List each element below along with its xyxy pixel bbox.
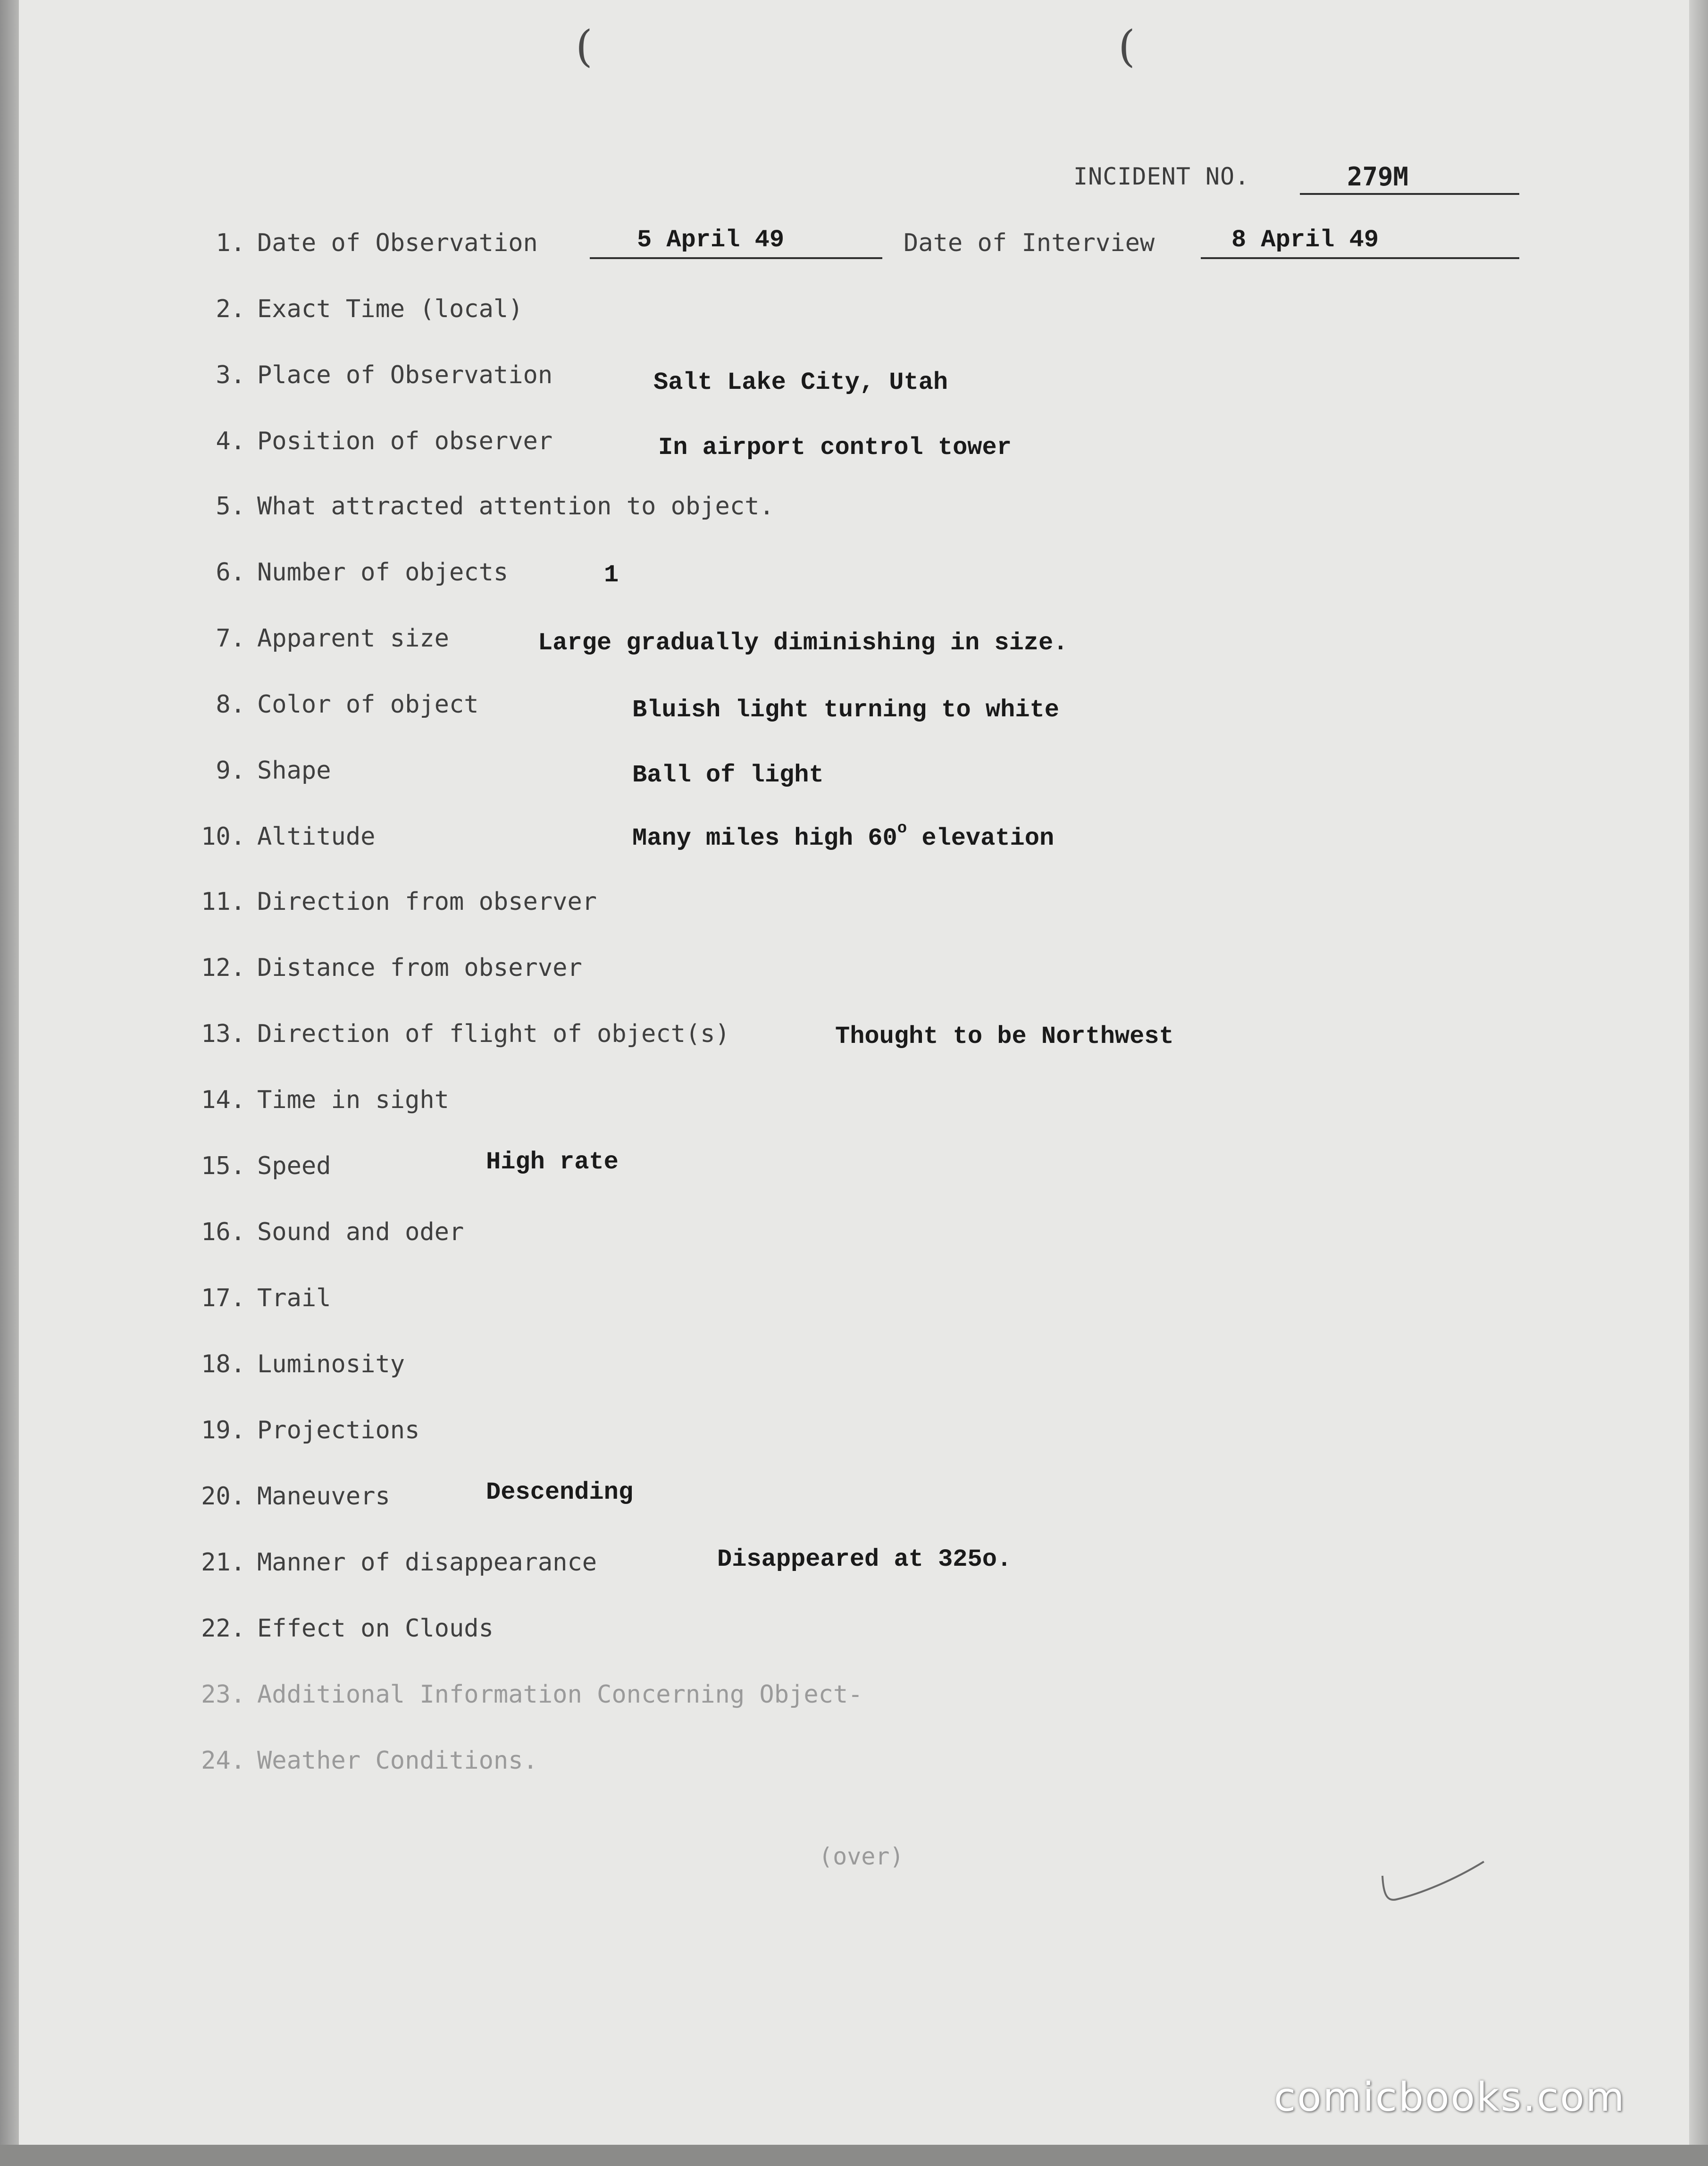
item-number: 15. xyxy=(201,1152,245,1180)
punch-mark-right: ( xyxy=(1118,21,1135,72)
incident-label: INCIDENT NO. xyxy=(1073,163,1250,190)
item-number: 5. xyxy=(216,492,245,521)
item-label: What attracted attention to object. xyxy=(257,492,774,521)
pen-check-mark xyxy=(1378,1857,1491,1914)
item-label: Date of Observation xyxy=(257,229,538,257)
item-number: 23. xyxy=(201,1680,245,1709)
altitude-tail: elevation xyxy=(907,824,1055,852)
item-number: 12. xyxy=(201,954,245,982)
item-label: Position of observer xyxy=(257,427,553,455)
item-number: 6. xyxy=(216,558,245,587)
scan-bottom-edge xyxy=(0,2145,1708,2166)
form-row-4 xyxy=(19,427,1689,470)
item-number: 18. xyxy=(201,1350,245,1378)
item-label: Trail xyxy=(257,1284,331,1312)
item-number: 19. xyxy=(201,1416,245,1444)
item-label: Luminosity xyxy=(257,1350,405,1378)
form-row-7 xyxy=(19,624,1689,667)
item-answer: Ball of light xyxy=(632,761,824,789)
altitude-value: Many miles high 60 xyxy=(632,824,897,852)
over-note: (over) xyxy=(819,1843,904,1870)
item-number: 11. xyxy=(201,888,245,916)
form-row-1 xyxy=(19,226,1689,271)
item-label: Direction from observer xyxy=(257,888,597,916)
item-answer xyxy=(632,820,1055,852)
form-row-17 xyxy=(19,1284,1689,1326)
form-row-18 xyxy=(19,1350,1689,1393)
item-label: Number of objects xyxy=(257,558,509,587)
scan-right-edge xyxy=(1689,0,1708,2166)
item-answer: Large gradually diminishing in size. xyxy=(538,629,1068,657)
form-row-20 xyxy=(19,1478,1689,1525)
scan-left-edge xyxy=(0,0,19,2166)
item-answer: High rate xyxy=(486,1148,619,1176)
item-number: 22. xyxy=(201,1614,245,1643)
item-label: Time in sight xyxy=(257,1086,449,1114)
item-number: 14. xyxy=(201,1086,245,1114)
item-label: Effect on Clouds xyxy=(257,1614,494,1643)
item-label: Color of object xyxy=(257,690,479,719)
item-number: 16. xyxy=(201,1218,245,1246)
form-row-5 xyxy=(19,492,1689,535)
item-number: 21. xyxy=(201,1548,245,1577)
degree-superscript: o xyxy=(897,820,907,838)
item-number: 13. xyxy=(201,1020,245,1048)
item-answer: 1 xyxy=(604,561,619,589)
item-answer: Descending xyxy=(486,1478,634,1506)
item-label: Additional Information Concerning Object- xyxy=(257,1680,863,1709)
incident-number: 279M xyxy=(1300,162,1519,195)
form-row-3 xyxy=(19,361,1689,403)
item-label: Sound and oder xyxy=(257,1218,464,1246)
item-number: 4. xyxy=(216,427,245,455)
item-label: Shape xyxy=(257,756,331,785)
form-row-12 xyxy=(19,954,1689,996)
form-row-16 xyxy=(19,1218,1689,1260)
punch-mark-left: ( xyxy=(576,21,593,72)
item-answer: Thought to be Northwest xyxy=(835,1023,1174,1050)
watermark-text: comicbooks.com xyxy=(1274,2074,1626,2120)
form-row-6 xyxy=(19,558,1689,601)
item-label: Apparent size xyxy=(257,624,449,653)
form-row-9 xyxy=(19,756,1689,799)
item-number: 10. xyxy=(201,823,245,851)
form-row-19 xyxy=(19,1416,1689,1459)
item-label: Manner of disappearance xyxy=(257,1548,597,1577)
item-number: 3. xyxy=(216,361,245,389)
item-label: Speed xyxy=(257,1152,331,1180)
form-row-11 xyxy=(19,888,1689,930)
date-of-observation: 5 April 49 xyxy=(637,226,785,254)
form-row-8 xyxy=(19,690,1689,733)
item-label: Altitude xyxy=(257,823,376,851)
item-label: Distance from observer xyxy=(257,954,582,982)
item-number: 24. xyxy=(201,1746,245,1775)
item-label-secondary: Date of Interview xyxy=(904,229,1155,257)
item-label: Place of Observation xyxy=(257,361,553,389)
form-row-21 xyxy=(19,1545,1689,1591)
form-row-14 xyxy=(19,1086,1689,1128)
item-answer: In airport control tower xyxy=(658,434,1012,462)
item-number: 17. xyxy=(201,1284,245,1312)
item-answer: Disappeared at 325o. xyxy=(717,1545,1012,1573)
item-label: Direction of flight of object(s) xyxy=(257,1020,730,1048)
document-page xyxy=(19,0,1689,2152)
form-row-13 xyxy=(19,1020,1689,1062)
item-number: 20. xyxy=(201,1482,245,1511)
date-of-interview: 8 April 49 xyxy=(1231,226,1379,254)
form-row-2 xyxy=(19,295,1689,337)
item-number: 7. xyxy=(216,624,245,653)
form-row-15 xyxy=(19,1148,1689,1194)
form-row-23 xyxy=(19,1680,1689,1723)
item-number: 1. xyxy=(216,229,245,257)
item-label: Projections xyxy=(257,1416,420,1444)
item-label: Maneuvers xyxy=(257,1482,390,1511)
item-answer: Bluish light turning to white xyxy=(632,696,1059,724)
form-row-10 xyxy=(19,820,1689,865)
form-row-24 xyxy=(19,1746,1689,1789)
item-answer: Salt Lake City, Utah xyxy=(653,369,948,396)
form-row-22 xyxy=(19,1614,1689,1657)
item-label: Weather Conditions. xyxy=(257,1746,538,1775)
item-number: 8. xyxy=(216,690,245,719)
item-number: 9. xyxy=(216,756,245,785)
item-number: 2. xyxy=(216,295,245,323)
item-label: Exact Time (local) xyxy=(257,295,523,323)
